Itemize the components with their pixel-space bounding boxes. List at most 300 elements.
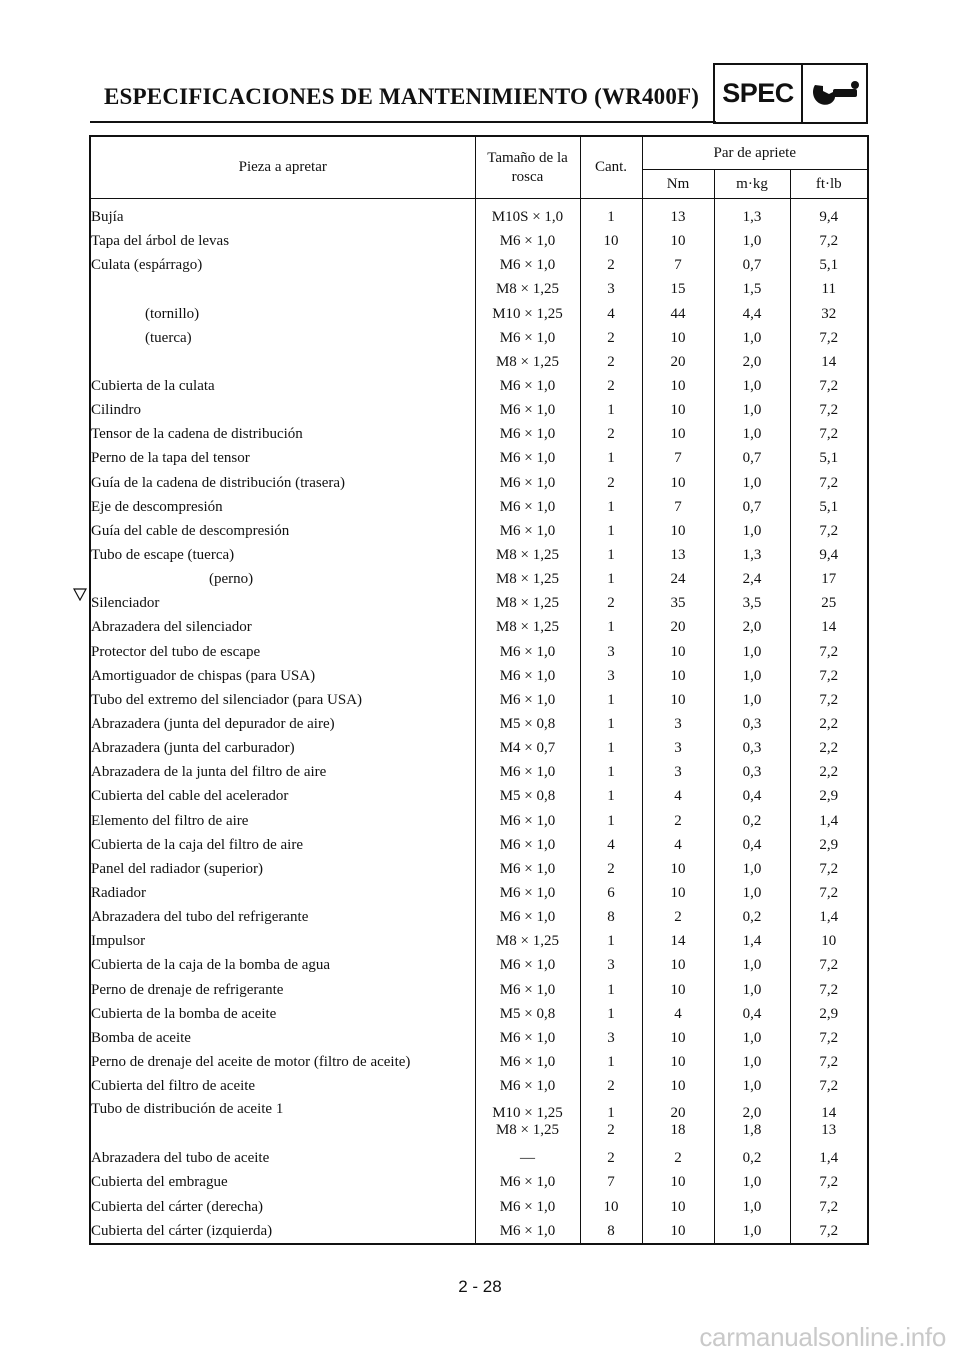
cell-ftlb: 7,2 xyxy=(819,957,839,974)
cell-piece: Cilindro xyxy=(90,398,475,422)
cell-qty: 10 xyxy=(580,229,642,253)
cell-nm: 10 xyxy=(642,881,714,905)
cell-nm: 10 xyxy=(642,1074,714,1098)
cell-mkg: 1,0 xyxy=(714,519,790,543)
cell-nm: 4 xyxy=(642,1002,714,1026)
cell-ftlb: 7,2 xyxy=(819,378,839,395)
cell-piece: Perno de drenaje del aceite de motor (filtro de aceite) xyxy=(90,1050,475,1074)
cell-ftlb: 7,2 xyxy=(819,1174,839,1191)
cell-qty-line1: 1 xyxy=(607,1105,615,1122)
table-row xyxy=(90,1170,868,1194)
spec-badge xyxy=(713,63,868,124)
cell-mkg-line1: 2,0 xyxy=(742,1105,762,1122)
cell-piece: Tapa del árbol de levas xyxy=(90,229,475,253)
table-row xyxy=(90,471,868,495)
cell-ftlb: 7,2 xyxy=(819,981,839,998)
cell-thread: M8 × 1,25 xyxy=(475,350,580,374)
cell-thread: M6 × 1,0 xyxy=(475,833,580,857)
table-row xyxy=(90,1098,868,1146)
cell-thread-line1: M10 × 1,25 xyxy=(492,1105,563,1122)
cell-thread: M10 × 1,25 xyxy=(475,302,580,326)
cell-thread: M6 × 1,0 xyxy=(475,519,580,543)
cell-mkg: 1,0 xyxy=(714,398,790,422)
cell-thread: M8 × 1,25 xyxy=(475,567,580,591)
cell-thread: M6 × 1,0 xyxy=(475,1050,580,1074)
header-piece: Pieza a apretar xyxy=(90,136,475,199)
cell-thread: M6 × 1,0 xyxy=(475,978,580,1002)
cell-nm: 10 xyxy=(642,1194,714,1218)
cell-piece: Protector del tubo de escape xyxy=(90,640,475,664)
cell-qty: 3 xyxy=(580,277,642,301)
cell-ftlb: 5,1 xyxy=(819,450,839,467)
cell-nm: 10 xyxy=(642,857,714,881)
cell-piece xyxy=(90,350,475,374)
cell-qty: 1 xyxy=(580,543,642,567)
table-row xyxy=(90,640,868,664)
cell-qty: 1 xyxy=(580,567,642,591)
cell-mkg: 1,3 xyxy=(714,199,790,230)
cell-mkg: 2,4 xyxy=(714,567,790,591)
cell-nm: 10 xyxy=(642,978,714,1002)
cell-piece: Cubierta de la bomba de aceite xyxy=(90,1002,475,1026)
cell-thread: M6 × 1,0 xyxy=(475,664,580,688)
table-row xyxy=(90,881,868,905)
cell-mkg: 1,0 xyxy=(714,1170,790,1194)
table-row xyxy=(90,1050,868,1074)
cell-mkg: 0,7 xyxy=(714,495,790,519)
cell-thread: M6 × 1,0 xyxy=(475,809,580,833)
cell-nm: 14 xyxy=(642,929,714,953)
cell-mkg: 0,2 xyxy=(714,1146,790,1170)
table-row xyxy=(90,446,868,470)
cell-ftlb: 7,2 xyxy=(819,667,839,684)
cell-nm: 2 xyxy=(642,905,714,929)
spec-badge-label: SPEC xyxy=(715,65,803,122)
cell-nm: 13 xyxy=(642,543,714,567)
cell-piece: Tubo de escape (tuerca) xyxy=(90,543,475,567)
cell-mkg: 1,0 xyxy=(714,326,790,350)
cell-piece xyxy=(90,277,475,301)
table-row xyxy=(90,199,868,230)
cell-ftlb: 2,9 xyxy=(819,1005,839,1022)
cell-qty: 1 xyxy=(580,978,642,1002)
table-row xyxy=(90,398,868,422)
cell-qty: 10 xyxy=(580,1194,642,1218)
cell-qty: 1 xyxy=(580,1002,642,1026)
cell-thread: M6 × 1,0 xyxy=(475,446,580,470)
cell-ftlb-line1: 14 xyxy=(821,1105,837,1122)
cell-ftlb: 7,2 xyxy=(819,643,839,660)
cell-thread: M6 × 1,0 xyxy=(475,229,580,253)
cell-qty: 2 xyxy=(580,326,642,350)
cell-piece: Culata (espárrago) xyxy=(90,253,475,277)
header-thread-line2: rosca xyxy=(511,168,544,185)
cell-mkg: 1,0 xyxy=(714,422,790,446)
cell-nm: 10 xyxy=(642,519,714,543)
cell-mkg: 1,0 xyxy=(714,1074,790,1098)
table-row xyxy=(90,664,868,688)
cell-ftlb: 5,1 xyxy=(819,498,839,515)
cell-qty: 1 xyxy=(580,1050,642,1074)
cell-qty: 2 xyxy=(580,350,642,374)
cell-mkg: 0,4 xyxy=(714,784,790,808)
cell-qty: 1 xyxy=(580,495,642,519)
cell-qty: 4 xyxy=(580,833,642,857)
cell-mkg: 1,0 xyxy=(714,953,790,977)
cell-nm: 10 xyxy=(642,374,714,398)
cell-piece: Cubierta del filtro de aceite xyxy=(90,1074,475,1098)
cell-piece xyxy=(90,302,475,326)
cell-ftlb: 17 xyxy=(821,571,837,588)
table-row xyxy=(90,1219,868,1244)
cell-mkg: 0,3 xyxy=(714,736,790,760)
cell-ftlb: 7,2 xyxy=(819,233,839,250)
cell-mkg: 0,3 xyxy=(714,712,790,736)
cell-thread: M4 × 0,7 xyxy=(475,736,580,760)
cell-thread: M8 × 1,25 xyxy=(475,591,580,615)
cell-thread: M6 × 1,0 xyxy=(475,881,580,905)
cell-piece: Panel del radiador (superior) xyxy=(90,857,475,881)
cell-piece: Amortiguador de chispas (para USA) xyxy=(90,664,475,688)
cell-qty: 1 xyxy=(580,784,642,808)
cell-nm: 24 xyxy=(642,567,714,591)
table-row xyxy=(90,1002,868,1026)
header-mkg: m·kg xyxy=(714,170,790,199)
cell-piece: Abrazadera (junta del carburador) xyxy=(90,736,475,760)
table-row xyxy=(90,760,868,784)
cell-qty: 1 xyxy=(580,809,642,833)
cell-mkg: 0,7 xyxy=(714,253,790,277)
cell-mkg: 1,0 xyxy=(714,374,790,398)
table-row xyxy=(90,1194,868,1218)
cell-piece: Perno de la tapa del tensor xyxy=(90,446,475,470)
cell-qty xyxy=(580,1098,642,1146)
cell-nm: 20 xyxy=(642,350,714,374)
cell-qty: 1 xyxy=(580,712,642,736)
cell-qty: 2 xyxy=(580,857,642,881)
table-row xyxy=(90,712,868,736)
cell-qty: 8 xyxy=(580,905,642,929)
table-row xyxy=(90,1074,868,1098)
cell-nm: 13 xyxy=(642,199,714,230)
cell-thread: M6 × 1,0 xyxy=(475,953,580,977)
table-row xyxy=(90,277,868,301)
cell-ftlb: 7,2 xyxy=(819,885,839,901)
cell-thread: M5 × 0,8 xyxy=(475,712,580,736)
table-row xyxy=(90,929,868,953)
cell-piece: Tubo de distribución de aceite 1 xyxy=(90,1098,475,1146)
cell-piece xyxy=(90,326,475,350)
cell-nm-line1: 20 xyxy=(670,1105,686,1122)
cell-qty: 1 xyxy=(580,760,642,784)
cell-ftlb: 1,4 xyxy=(819,909,839,926)
header-ftlb: ft·lb xyxy=(790,170,868,199)
cell-piece: Tubo del extremo del silenciador (para USA) xyxy=(90,688,475,712)
table-row xyxy=(90,543,868,567)
cell-thread: M6 × 1,0 xyxy=(475,1194,580,1218)
cell-thread: M6 × 1,0 xyxy=(475,905,580,929)
cell-thread: M6 × 1,0 xyxy=(475,398,580,422)
cell-mkg: 0,7 xyxy=(714,446,790,470)
cell-thread: M6 × 1,0 xyxy=(475,1219,580,1244)
cell-ftlb: 14 xyxy=(821,353,837,370)
cell-ftlb: 7,2 xyxy=(819,1198,839,1215)
cell-thread: M6 × 1,0 xyxy=(475,1074,580,1098)
header-nm: Nm xyxy=(642,170,714,199)
torque-table xyxy=(89,135,869,1245)
cell-ftlb-line2: 13 xyxy=(821,1122,837,1139)
cell-mkg: 1,0 xyxy=(714,1219,790,1244)
cell-nm: 10 xyxy=(642,398,714,422)
cell-qty: 2 xyxy=(580,374,642,398)
cell-qty: 2 xyxy=(580,422,642,446)
cell-ftlb: 7,2 xyxy=(819,860,839,877)
cell-qty: 8 xyxy=(580,1219,642,1244)
cell-nm: 10 xyxy=(642,688,714,712)
cell-nm-line2: 18 xyxy=(670,1122,686,1139)
cell-thread: M6 × 1,0 xyxy=(475,640,580,664)
cell-ftlb: 7,2 xyxy=(819,1078,839,1095)
cell-ftlb: 7,2 xyxy=(819,1222,839,1239)
cell-piece-text: (tornillo) xyxy=(145,305,200,322)
table-row xyxy=(90,591,868,615)
cell-nm: 10 xyxy=(642,953,714,977)
cell-piece: Elemento del filtro de aire xyxy=(90,809,475,833)
cell-mkg: 0,3 xyxy=(714,760,790,784)
cell-qty: 3 xyxy=(580,640,642,664)
cell-thread: M6 × 1,0 xyxy=(475,688,580,712)
table-row xyxy=(90,229,868,253)
cell-thread: M8 × 1,25 xyxy=(475,615,580,639)
cell-nm: 15 xyxy=(642,277,714,301)
cell-qty: 2 xyxy=(580,1146,642,1170)
cell-mkg: 0,2 xyxy=(714,809,790,833)
cell-piece: Abrazadera del tubo de aceite xyxy=(90,1146,475,1170)
cell-nm: 10 xyxy=(642,422,714,446)
cell-piece: Cubierta del embrague xyxy=(90,1170,475,1194)
cell-piece: Cubierta del cárter (izquierda) xyxy=(90,1219,475,1244)
wrench-icon xyxy=(803,65,866,122)
table-row xyxy=(90,253,868,277)
cell-ftlb: 7,2 xyxy=(819,426,839,443)
cell-nm: 35 xyxy=(642,591,714,615)
cell-piece: Bomba de aceite xyxy=(90,1026,475,1050)
cell-thread: — xyxy=(475,1146,580,1170)
cell-mkg: 3,5 xyxy=(714,591,790,615)
cell-piece: Guía del cable de descompresión xyxy=(90,519,475,543)
cell-thread: M8 × 1,25 xyxy=(475,543,580,567)
cell-nm: 10 xyxy=(642,1219,714,1244)
cell-nm: 3 xyxy=(642,760,714,784)
cell-ftlb: 2,2 xyxy=(819,740,839,757)
table-row xyxy=(90,350,868,374)
cell-ftlb: 2,2 xyxy=(819,764,839,781)
cell-nm: 10 xyxy=(642,1170,714,1194)
cell-thread: M6 × 1,0 xyxy=(475,1026,580,1050)
cell-mkg: 1,5 xyxy=(714,277,790,301)
cell-thread: M6 × 1,0 xyxy=(475,374,580,398)
cell-ftlb: 11 xyxy=(821,281,836,298)
cell-nm: 10 xyxy=(642,471,714,495)
cell-ftlb: 7,2 xyxy=(819,329,839,346)
header-qty: Cant. xyxy=(580,136,642,199)
cell-ftlb xyxy=(790,1098,868,1146)
table-row xyxy=(90,905,868,929)
cell-ftlb: 5,1 xyxy=(819,257,839,274)
cell-qty: 1 xyxy=(580,446,642,470)
cell-mkg: 1,0 xyxy=(714,1050,790,1074)
cell-qty: 1 xyxy=(580,199,642,230)
header-thread-line1: Tamaño de la xyxy=(487,149,568,166)
cell-thread: M6 × 1,0 xyxy=(475,422,580,446)
cell-mkg: 1,0 xyxy=(714,471,790,495)
cell-thread: M6 × 1,0 xyxy=(475,760,580,784)
cell-thread: M6 × 1,0 xyxy=(475,1170,580,1194)
cell-ftlb: 9,4 xyxy=(819,547,839,564)
cell-ftlb: 7,2 xyxy=(819,522,839,539)
cell-qty: 7 xyxy=(580,1170,642,1194)
cell-mkg: 1,0 xyxy=(714,857,790,881)
cell-thread: M5 × 0,8 xyxy=(475,784,580,808)
cell-piece: Cubierta de la culata xyxy=(90,374,475,398)
cell-piece: Radiador xyxy=(90,881,475,905)
cell-ftlb: 1,4 xyxy=(819,1150,839,1167)
cell-nm: 7 xyxy=(642,253,714,277)
table-row xyxy=(90,302,868,326)
cell-mkg: 4,4 xyxy=(714,302,790,326)
table-row xyxy=(90,615,868,639)
cell-piece: Cubierta del cárter (derecha) xyxy=(90,1194,475,1218)
cell-nm: 3 xyxy=(642,712,714,736)
cell-mkg: 1,0 xyxy=(714,640,790,664)
cell-mkg: 0,2 xyxy=(714,905,790,929)
cell-qty: 2 xyxy=(580,591,642,615)
cell-piece: Impulsor xyxy=(90,929,475,953)
cell-qty: 1 xyxy=(580,615,642,639)
cell-qty: 4 xyxy=(580,302,642,326)
table-row xyxy=(90,1146,868,1170)
cell-qty: 1 xyxy=(580,688,642,712)
cell-piece: Abrazadera del tubo del refrigerante xyxy=(90,905,475,929)
page-title: ESPECIFICACIONES DE MANTENIMIENTO (WR400F) xyxy=(104,84,700,109)
cell-mkg: 1,0 xyxy=(714,688,790,712)
cell-piece: Eje de descompresión xyxy=(90,495,475,519)
table-row xyxy=(90,833,868,857)
cell-nm: 4 xyxy=(642,784,714,808)
cell-qty: 1 xyxy=(580,519,642,543)
cell-nm xyxy=(642,1098,714,1146)
cell-nm: 10 xyxy=(642,1026,714,1050)
cell-qty: 1 xyxy=(580,736,642,760)
cell-qty: 2 xyxy=(580,471,642,495)
cell-qty: 6 xyxy=(580,881,642,905)
cell-mkg: 1,3 xyxy=(714,543,790,567)
table-row xyxy=(90,857,868,881)
cell-thread: M6 × 1,0 xyxy=(475,857,580,881)
cell-ftlb: 2,2 xyxy=(819,716,839,733)
cell-ftlb: 7,2 xyxy=(819,402,839,419)
cell-piece: Abrazadera de la junta del filtro de aire xyxy=(90,760,475,784)
cell-nm: 7 xyxy=(642,495,714,519)
cell-qty-line2: 2 xyxy=(607,1122,615,1139)
cell-nm: 10 xyxy=(642,229,714,253)
page-number: 2 - 28 xyxy=(458,1277,502,1296)
cell-piece-text: (tuerca) xyxy=(145,329,192,346)
cell-ftlb: 7,2 xyxy=(819,691,839,708)
cell-thread: M6 × 1,0 xyxy=(475,326,580,350)
cell-nm: 20 xyxy=(642,615,714,639)
cell-piece: Cubierta de la caja de la bomba de agua xyxy=(90,953,475,977)
cell-piece: Cubierta de la caja del filtro de aire xyxy=(90,833,475,857)
cell-mkg: 1,0 xyxy=(714,978,790,1002)
cell-mkg: 0,4 xyxy=(714,833,790,857)
table-row xyxy=(90,422,868,446)
cell-thread: M6 × 1,0 xyxy=(475,495,580,519)
cell-mkg: 1,0 xyxy=(714,1026,790,1050)
cell-thread: M10S × 1,0 xyxy=(475,199,580,230)
cell-qty: 3 xyxy=(580,953,642,977)
cell-qty: 1 xyxy=(580,398,642,422)
cell-piece-text: (perno) xyxy=(209,571,254,588)
cell-piece: Bujía xyxy=(90,199,475,230)
table-row xyxy=(90,978,868,1002)
cell-nm: 10 xyxy=(642,326,714,350)
table-row xyxy=(90,784,868,808)
header-torque: Par de apriete xyxy=(642,136,868,170)
cell-mkg: 1,0 xyxy=(714,229,790,253)
cell-qty: 1 xyxy=(580,929,642,953)
cell-ftlb: 14 xyxy=(821,619,837,636)
cell-thread: M6 × 1,0 xyxy=(475,253,580,277)
cell-nm: 4 xyxy=(642,833,714,857)
cell-thread: M8 × 1,25 xyxy=(475,929,580,953)
cell-piece: Guía de la cadena de distribución (trasera) xyxy=(90,471,475,495)
cell-piece xyxy=(90,567,475,591)
cell-ftlb: 2,9 xyxy=(819,788,839,805)
cell-mkg: 2,0 xyxy=(714,615,790,639)
cell-mkg: 1,0 xyxy=(714,1194,790,1218)
cell-mkg: 1,0 xyxy=(714,664,790,688)
table-row xyxy=(90,374,868,398)
table-row xyxy=(90,688,868,712)
cell-nm: 3 xyxy=(642,736,714,760)
cell-qty: 3 xyxy=(580,1026,642,1050)
cell-ftlb: 1,4 xyxy=(819,812,839,829)
cell-ftlb: 7,2 xyxy=(819,1053,839,1070)
table-row xyxy=(90,567,868,591)
cell-ftlb: 25 xyxy=(821,595,837,612)
cell-ftlb: 9,4 xyxy=(819,209,839,226)
watermark: carmanualsonline.info xyxy=(699,1322,946,1352)
cell-thread: M8 × 1,25 xyxy=(475,277,580,301)
cell-ftlb: 32 xyxy=(821,305,837,322)
table-row xyxy=(90,953,868,977)
cell-thread xyxy=(475,1098,580,1146)
table-row xyxy=(90,736,868,760)
cell-mkg xyxy=(714,1098,790,1146)
table-row xyxy=(90,495,868,519)
cell-qty: 2 xyxy=(580,1074,642,1098)
cell-mkg-line2: 1,8 xyxy=(742,1122,762,1139)
cell-mkg: 1,0 xyxy=(714,881,790,905)
title-underline xyxy=(90,121,716,123)
cell-ftlb: 10 xyxy=(821,933,837,950)
table-row xyxy=(90,809,868,833)
cell-qty: 2 xyxy=(580,253,642,277)
cell-nm: 10 xyxy=(642,664,714,688)
cell-nm: 44 xyxy=(642,302,714,326)
cell-qty: 3 xyxy=(580,664,642,688)
